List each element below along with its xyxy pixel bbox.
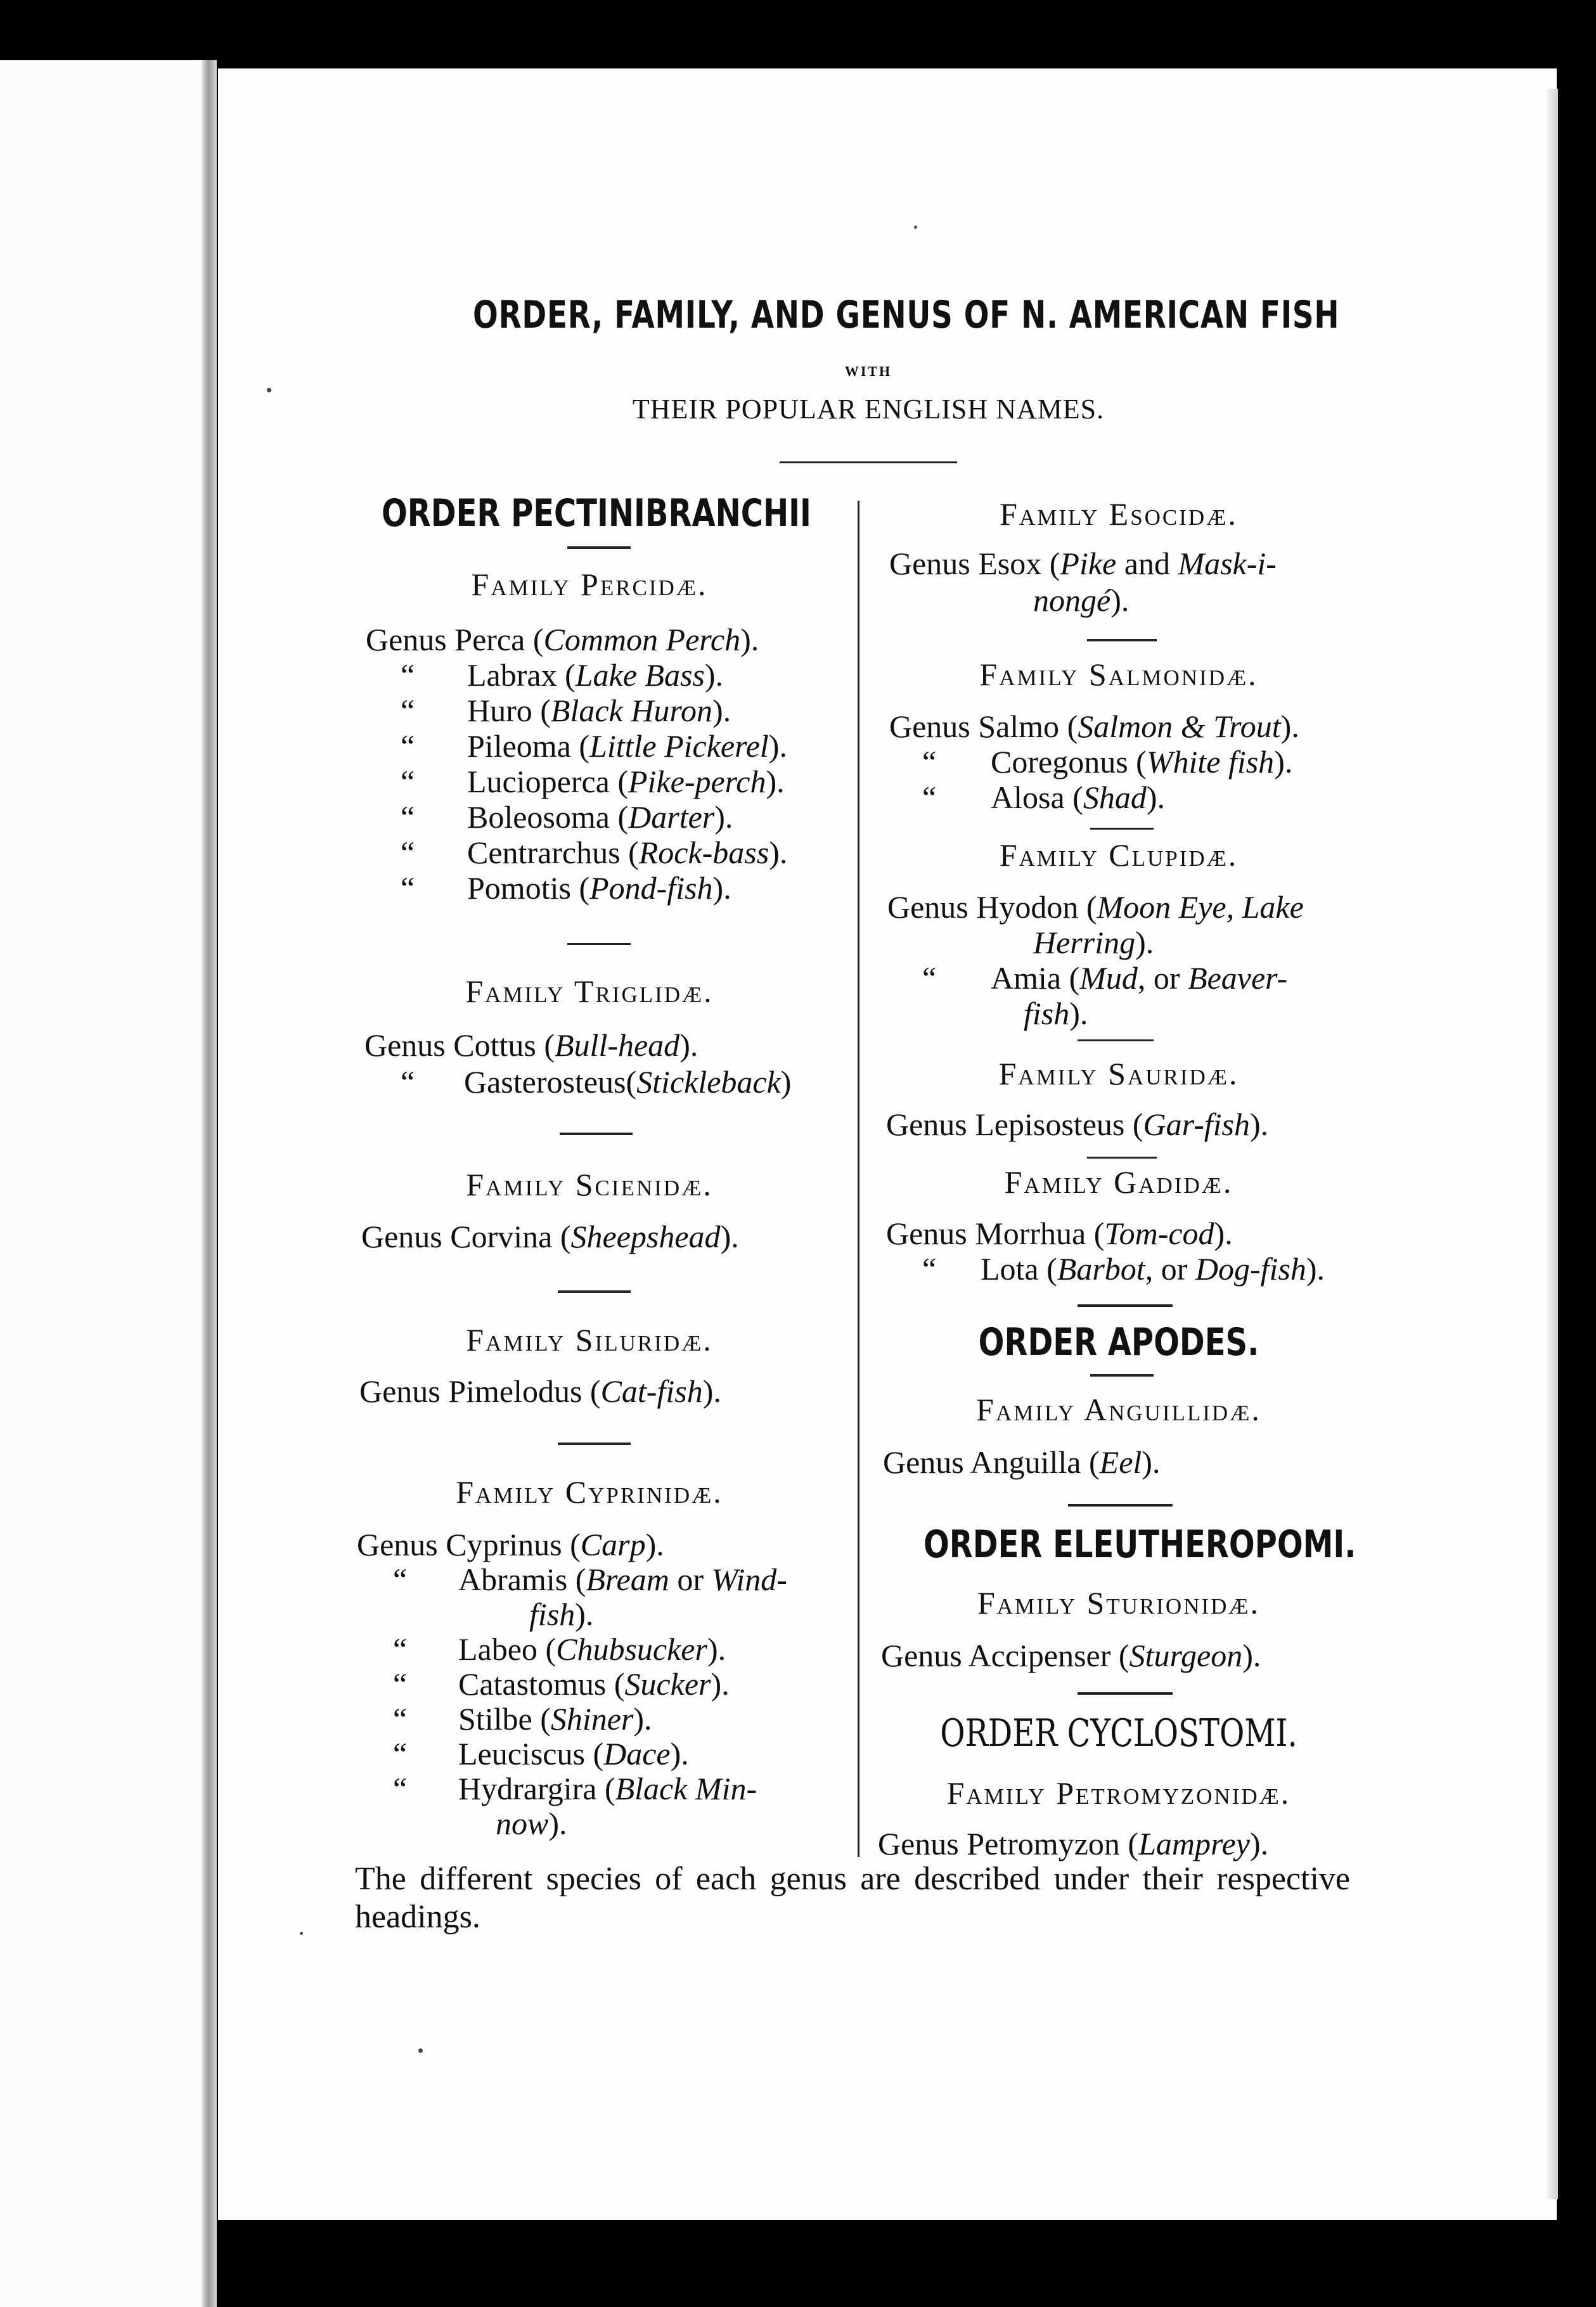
- section-rule: [1090, 828, 1154, 830]
- section-rule: [560, 1133, 633, 1135]
- list-item: “ Labrax (Lake Bass).: [401, 657, 724, 693]
- list-item: “ Gasterosteus(Stickleback): [401, 1064, 792, 1100]
- section-rule: [1068, 1504, 1173, 1507]
- list-item: “ Stilbe (Shiner).: [393, 1701, 652, 1737]
- list-item: “ Labeo (Chubsucker).: [393, 1631, 726, 1667]
- list-item-continuation: Herring).: [1033, 925, 1154, 960]
- list-item: Genus Petromyzon (Lamprey).: [878, 1826, 1269, 1861]
- list-item: Genus Pimelodus (Cat-fish).: [359, 1373, 721, 1409]
- list-item: Genus Anguilla (Eel).: [883, 1444, 1161, 1480]
- list-item: “ Huro (Black Huron).: [401, 693, 731, 728]
- list-item-continuation: fish).: [1024, 996, 1088, 1031]
- order-pectinibranchii-heading: ORDER PECTINIBRANCHII: [382, 491, 811, 536]
- list-item: “ Lota (Barbot, or Dog-fish).: [922, 1251, 1325, 1287]
- section-rule: [558, 1290, 631, 1293]
- list-item: “ Lucioperca (Pike-perch).: [401, 764, 785, 799]
- list-item: “ Centrarchus (Rock-bass).: [401, 835, 788, 870]
- list-item: “ Alosa (Shad).: [922, 780, 1165, 815]
- list-item: Genus Corvina (Sheepshead).: [361, 1219, 739, 1254]
- list-item-continuation: fish).: [529, 1597, 594, 1632]
- family-sauridae-heading: Family Sauridæ.: [998, 1056, 1239, 1091]
- list-item: Genus Accipenser (Sturgeon).: [881, 1638, 1261, 1673]
- list-item-continuation: now).: [496, 1806, 567, 1841]
- facing-page-edge: [0, 60, 215, 2307]
- family-clupidae-heading: Family Clupidæ.: [999, 837, 1239, 873]
- section-rule: [567, 943, 631, 945]
- order-apodes-heading: ORDER APODES.: [978, 1320, 1259, 1365]
- title-connector: WITH: [844, 363, 892, 379]
- family-petromyzonidae-heading: Family Petromyzonidæ.: [946, 1775, 1291, 1811]
- paper-speck: [267, 388, 271, 392]
- page-title: ORDER, FAMILY, AND GENUS OF N. AMERICAN FISH: [473, 293, 1340, 337]
- paper-speck: [914, 226, 917, 229]
- list-item: Genus Esox (Pike and Mask-i-: [889, 546, 1277, 581]
- list-item: Genus Morrhua (Tom-cod).: [886, 1216, 1233, 1251]
- section-rule: [1087, 639, 1157, 641]
- list-item: Genus Lepisosteus (Gar-fish).: [886, 1107, 1269, 1142]
- section-rule: [1090, 1374, 1154, 1377]
- list-item: “ Abramis (Bream or Wind-: [393, 1562, 787, 1597]
- family-cyprinidae-heading: Family Cyprinidæ.: [456, 1474, 723, 1510]
- paper-speck: [300, 1932, 303, 1935]
- order-eleutheropomi-heading: ORDER ELEUTHEROPOMI.: [923, 1522, 1356, 1567]
- list-item: “ Pomotis (Pond-fish).: [401, 870, 731, 906]
- section-rule: [1078, 1304, 1173, 1307]
- family-triglidae-heading: Family Triglidæ.: [465, 974, 714, 1009]
- page-subtitle: THEIR POPULAR ENGLISH NAMES.: [632, 394, 1105, 425]
- title-rule: [780, 461, 957, 463]
- section-rule: [1078, 1692, 1173, 1695]
- list-item: Genus Cottus (Bull-head).: [364, 1027, 698, 1063]
- family-percidae-heading: Family Percidæ.: [471, 567, 708, 602]
- list-item-continuation: nongé).: [1033, 582, 1129, 618]
- list-item: “ Coregonus (White fish).: [922, 744, 1293, 780]
- section-rule: [1078, 1039, 1154, 1041]
- family-siluridae-heading: Family Siluridæ.: [466, 1322, 713, 1358]
- section-rule: [567, 546, 631, 549]
- page-gutter-shadow: [202, 60, 217, 2307]
- list-item: Genus Hyodon (Moon Eye, Lake: [887, 889, 1304, 925]
- list-item: “ Pileoma (Little Pickerel).: [401, 728, 787, 764]
- family-salmonidae-heading: Family Salmonidæ.: [979, 657, 1258, 692]
- list-item: “ Hydrargira (Black Min-: [393, 1771, 757, 1806]
- family-scienidae-heading: Family Scienidæ.: [466, 1167, 713, 1202]
- family-anguillidae-heading: Family Anguillidæ.: [976, 1392, 1261, 1427]
- section-rule: [1087, 1157, 1157, 1159]
- list-item: Genus Salmo (Salmon & Trout).: [889, 709, 1299, 744]
- page-edge-shadow: [1547, 89, 1558, 2199]
- footer-note: The different species of each genus are described under their respective headings.: [355, 1861, 1350, 1935]
- family-esocidae-heading: Family Esocidæ.: [1000, 496, 1238, 532]
- list-item: “ Boleosoma (Darter).: [401, 799, 733, 835]
- paper-speck: [418, 2048, 423, 2053]
- family-sturionidae-heading: Family Sturionidæ.: [977, 1585, 1261, 1621]
- list-item: Genus Perca (Common Perch).: [366, 622, 759, 657]
- column-divider: [858, 501, 859, 1857]
- list-item: “ Catastomus (Sucker).: [393, 1666, 730, 1702]
- list-item: “ Leuciscus (Dace).: [393, 1736, 689, 1771]
- family-gadidae-heading: Family Gadidæ.: [1004, 1164, 1233, 1200]
- list-item: “ Amia (Mud, or Beaver-: [922, 960, 1288, 996]
- list-item: Genus Cyprinus (Carp).: [357, 1527, 664, 1562]
- section-rule: [558, 1443, 631, 1445]
- order-cyclostomi-heading: ORDER CYCLOSTOMI.: [940, 1711, 1297, 1756]
